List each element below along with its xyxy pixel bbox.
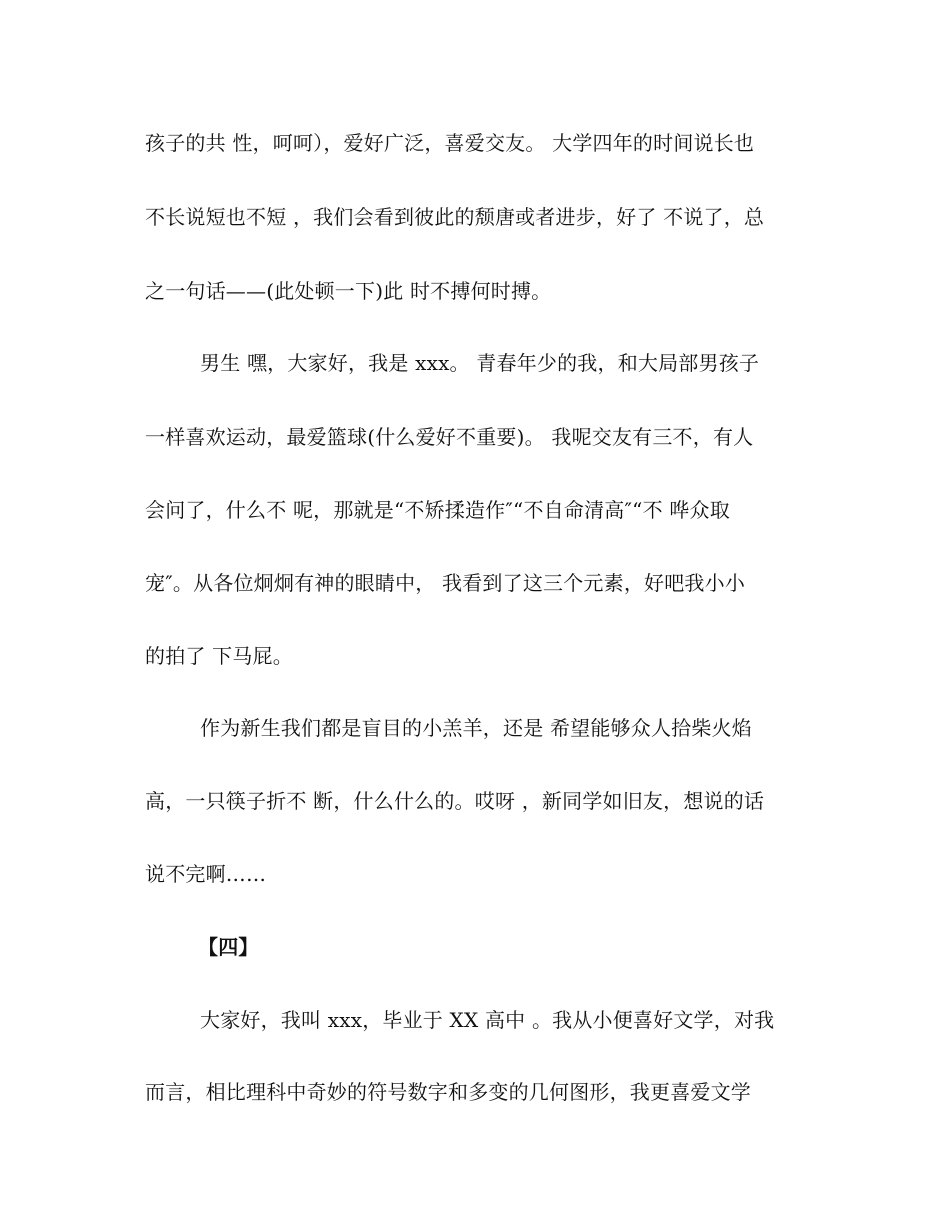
paragraph-line: 之一句话——(此处顿一下)此 时不搏何时搏。 [145,279,552,303]
paragraph-line: 男生 嘿，大家好，我是 xxx。 青春年少的我，和大局部男孩子 [200,351,760,375]
paragraph-line: 宠″。从各位炯炯有神的眼睛中， 我看到了这三个元素，好吧我小小 [145,571,746,595]
paragraph-line: 一样喜欢运动，最爱篮球(什么爱好不重要)。 我呢交友有三不，有人 [145,425,754,449]
paragraph-line: 孩子的共 性，呵呵），爱好广泛，喜爱交友。 大学四年的时间说长也 [145,131,755,155]
paragraph-line: 说不完啊…… [145,862,267,886]
paragraph-line: 会问了，什么不 呢，那就是“不矫揉造作″“不自命清高″“不 哗众取 [145,498,730,522]
paragraph-line: 的拍了 下马屁。 [145,644,293,668]
paragraph-line: 不长说短也不短 ，我们会看到彼此的颓唐或者进步，好了 不说了，总 [145,205,765,229]
paragraph-line: 作为新生我们都是盲目的小羔羊，还是 希望能够众人拾柴火焰 [200,716,752,740]
section-heading: 【四】 [198,935,259,959]
paragraph-line: 大家好，我叫 xxx，毕业于 XX 高中 。我从小便喜好文学，对我 [200,1008,775,1032]
paragraph-line: 而言，相比理科中奇妙的符号数字和多变的几何图形，我更喜爱文学 [145,1080,751,1104]
paragraph-line: 高，一只筷子折不 断，什么什么的。哎呀 ，新同学如旧友，想说的话 [145,789,765,813]
